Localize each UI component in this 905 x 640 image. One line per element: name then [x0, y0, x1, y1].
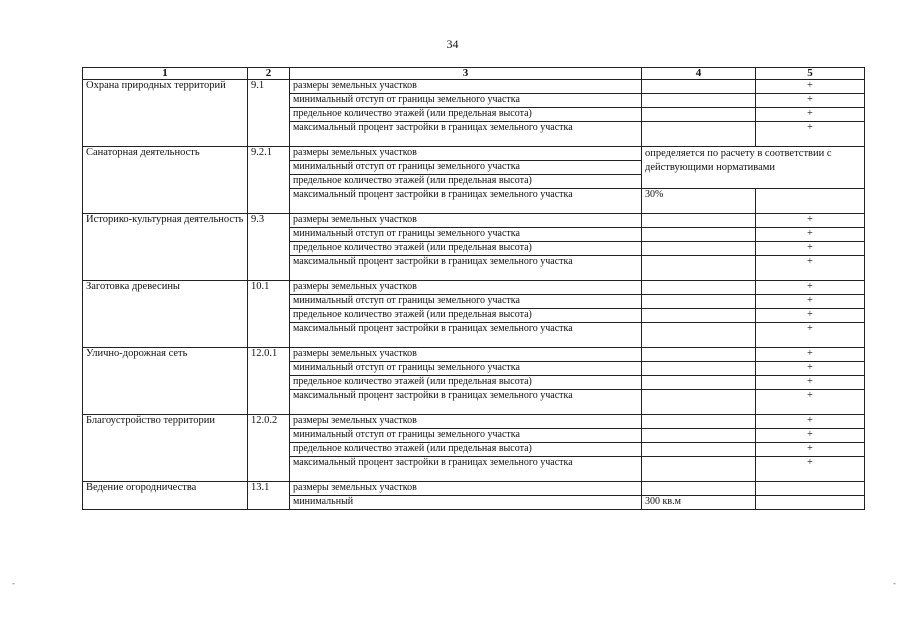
- mark-cell: +: [756, 323, 865, 348]
- mark-cell: +: [756, 122, 865, 147]
- header-row: [83, 68, 865, 80]
- header-col-1: 1: [83, 68, 248, 80]
- land-use-name: Историко-культурная деятельность: [83, 214, 248, 281]
- header-col-5: 5: [756, 68, 865, 80]
- land-use-code: 12.0.1: [248, 348, 290, 415]
- header-col-3: 3: [290, 68, 642, 80]
- page-number: 34: [446, 37, 459, 51]
- value-cell: [642, 94, 756, 108]
- mark-cell: +: [756, 309, 865, 323]
- parameter-cell: минимальный отступ от границы земельного участка: [290, 94, 642, 108]
- margin-dash-left: -: [12, 578, 15, 588]
- parameter-cell: размеры земельных участков: [290, 147, 642, 161]
- table-row: [83, 348, 865, 362]
- mark-cell: [756, 496, 865, 510]
- table-row: [83, 147, 865, 161]
- parameter-cell: предельное количество этажей (или предельная высота): [290, 309, 642, 323]
- table-row: [83, 214, 865, 228]
- table-row: [83, 80, 865, 94]
- header-col-2: 2: [248, 68, 290, 80]
- value-cell: [642, 362, 756, 376]
- mark-cell: +: [756, 108, 865, 122]
- mark-cell: +: [756, 281, 865, 295]
- land-use-name: Охрана природных территорий: [83, 80, 248, 147]
- parameter-cell: минимальный отступ от границы земельного участка: [290, 228, 642, 242]
- parameter-cell: минимальный отступ от границы земельного участка: [290, 295, 642, 309]
- mark-cell: +: [756, 429, 865, 443]
- parameter-cell: максимальный процент застройки в границах земельного участка: [290, 323, 642, 348]
- land-use-name: Заготовка древесины: [83, 281, 248, 348]
- parameter-cell: предельное количество этажей (или предельная высота): [290, 443, 642, 457]
- value-cell: [642, 295, 756, 309]
- value-cell: [642, 415, 756, 429]
- parameter-cell: предельное количество этажей (или предельная высота): [290, 376, 642, 390]
- mark-cell: +: [756, 390, 865, 415]
- table-row: [83, 482, 865, 496]
- mark-cell: +: [756, 295, 865, 309]
- land-use-code: 9.2.1: [248, 147, 290, 214]
- parameter-cell: максимальный процент застройки в границах земельного участка: [290, 457, 642, 482]
- land-use-code: 12.0.2: [248, 415, 290, 482]
- header-col-4: 4: [642, 68, 756, 80]
- mark-cell: +: [756, 457, 865, 482]
- mark-cell: [756, 189, 865, 214]
- parameter-cell: размеры земельных участков: [290, 80, 642, 94]
- mark-cell: +: [756, 228, 865, 242]
- parameter-cell: предельное количество этажей (или предельная высота): [290, 108, 642, 122]
- mark-cell: +: [756, 256, 865, 281]
- value-cell: [642, 256, 756, 281]
- parameter-cell: минимальный отступ от границы земельного участка: [290, 429, 642, 443]
- table-row: [83, 415, 865, 429]
- value-cell: [642, 309, 756, 323]
- value-cell: [642, 108, 756, 122]
- land-use-code: 9.1: [248, 80, 290, 147]
- land-use-code: 13.1: [248, 482, 290, 510]
- mark-cell: +: [756, 362, 865, 376]
- land-use-name: Ведение огородничества: [83, 482, 248, 510]
- margin-dash-right: -: [893, 578, 896, 588]
- parameter-cell: размеры земельных участков: [290, 415, 642, 429]
- parameter-cell: минимальный: [290, 496, 642, 510]
- mark-cell: [756, 482, 865, 496]
- land-use-name: Благоустройство территории: [83, 415, 248, 482]
- table-body: [83, 80, 865, 510]
- parameter-cell: минимальный отступ от границы земельного участка: [290, 362, 642, 376]
- mark-cell: +: [756, 443, 865, 457]
- mark-cell: +: [756, 80, 865, 94]
- value-cell: [642, 429, 756, 443]
- value-cell: 30%: [642, 189, 756, 214]
- value-cell: [642, 323, 756, 348]
- value-cell: [642, 242, 756, 256]
- mark-cell: +: [756, 415, 865, 429]
- value-cell: [642, 281, 756, 295]
- value-cell: [642, 457, 756, 482]
- value-cell: 300 кв.м: [642, 496, 756, 510]
- value-cell: [642, 80, 756, 94]
- mark-cell: +: [756, 348, 865, 362]
- value-cell: [642, 214, 756, 228]
- value-cell: [642, 348, 756, 362]
- parameter-cell: размеры земельных участков: [290, 348, 642, 362]
- parameter-cell: размеры земельных участков: [290, 214, 642, 228]
- value-cell: [642, 228, 756, 242]
- value-cell: [642, 482, 756, 496]
- value-cell: [642, 443, 756, 457]
- parameter-cell: максимальный процент застройки в границах земельного участка: [290, 189, 642, 214]
- land-use-name: Улично-дорожная сеть: [83, 348, 248, 415]
- land-use-name: Санаторная деятельность: [83, 147, 248, 214]
- parameter-cell: минимальный отступ от границы земельного участка: [290, 161, 642, 175]
- land-use-code: 10.1: [248, 281, 290, 348]
- note-cell: определяется по расчету в соответствии с действующими нормативами: [642, 147, 865, 189]
- parameter-cell: максимальный процент застройки в границах земельного участка: [290, 256, 642, 281]
- mark-cell: +: [756, 376, 865, 390]
- mark-cell: +: [756, 214, 865, 228]
- parameter-cell: максимальный процент застройки в границах земельного участка: [290, 122, 642, 147]
- table-row: [83, 281, 865, 295]
- parameter-cell: предельное количество этажей (или предельная высота): [290, 175, 642, 189]
- mark-cell: +: [756, 94, 865, 108]
- mark-cell: +: [756, 242, 865, 256]
- value-cell: [642, 122, 756, 147]
- land-use-code: 9.3: [248, 214, 290, 281]
- parameter-cell: максимальный процент застройки в границах земельного участка: [290, 390, 642, 415]
- value-cell: [642, 376, 756, 390]
- parameter-cell: предельное количество этажей (или предельная высота): [290, 242, 642, 256]
- parameter-cell: размеры земельных участков: [290, 482, 642, 496]
- value-cell: [642, 390, 756, 415]
- regulations-table: [82, 67, 865, 510]
- parameter-cell: размеры земельных участков: [290, 281, 642, 295]
